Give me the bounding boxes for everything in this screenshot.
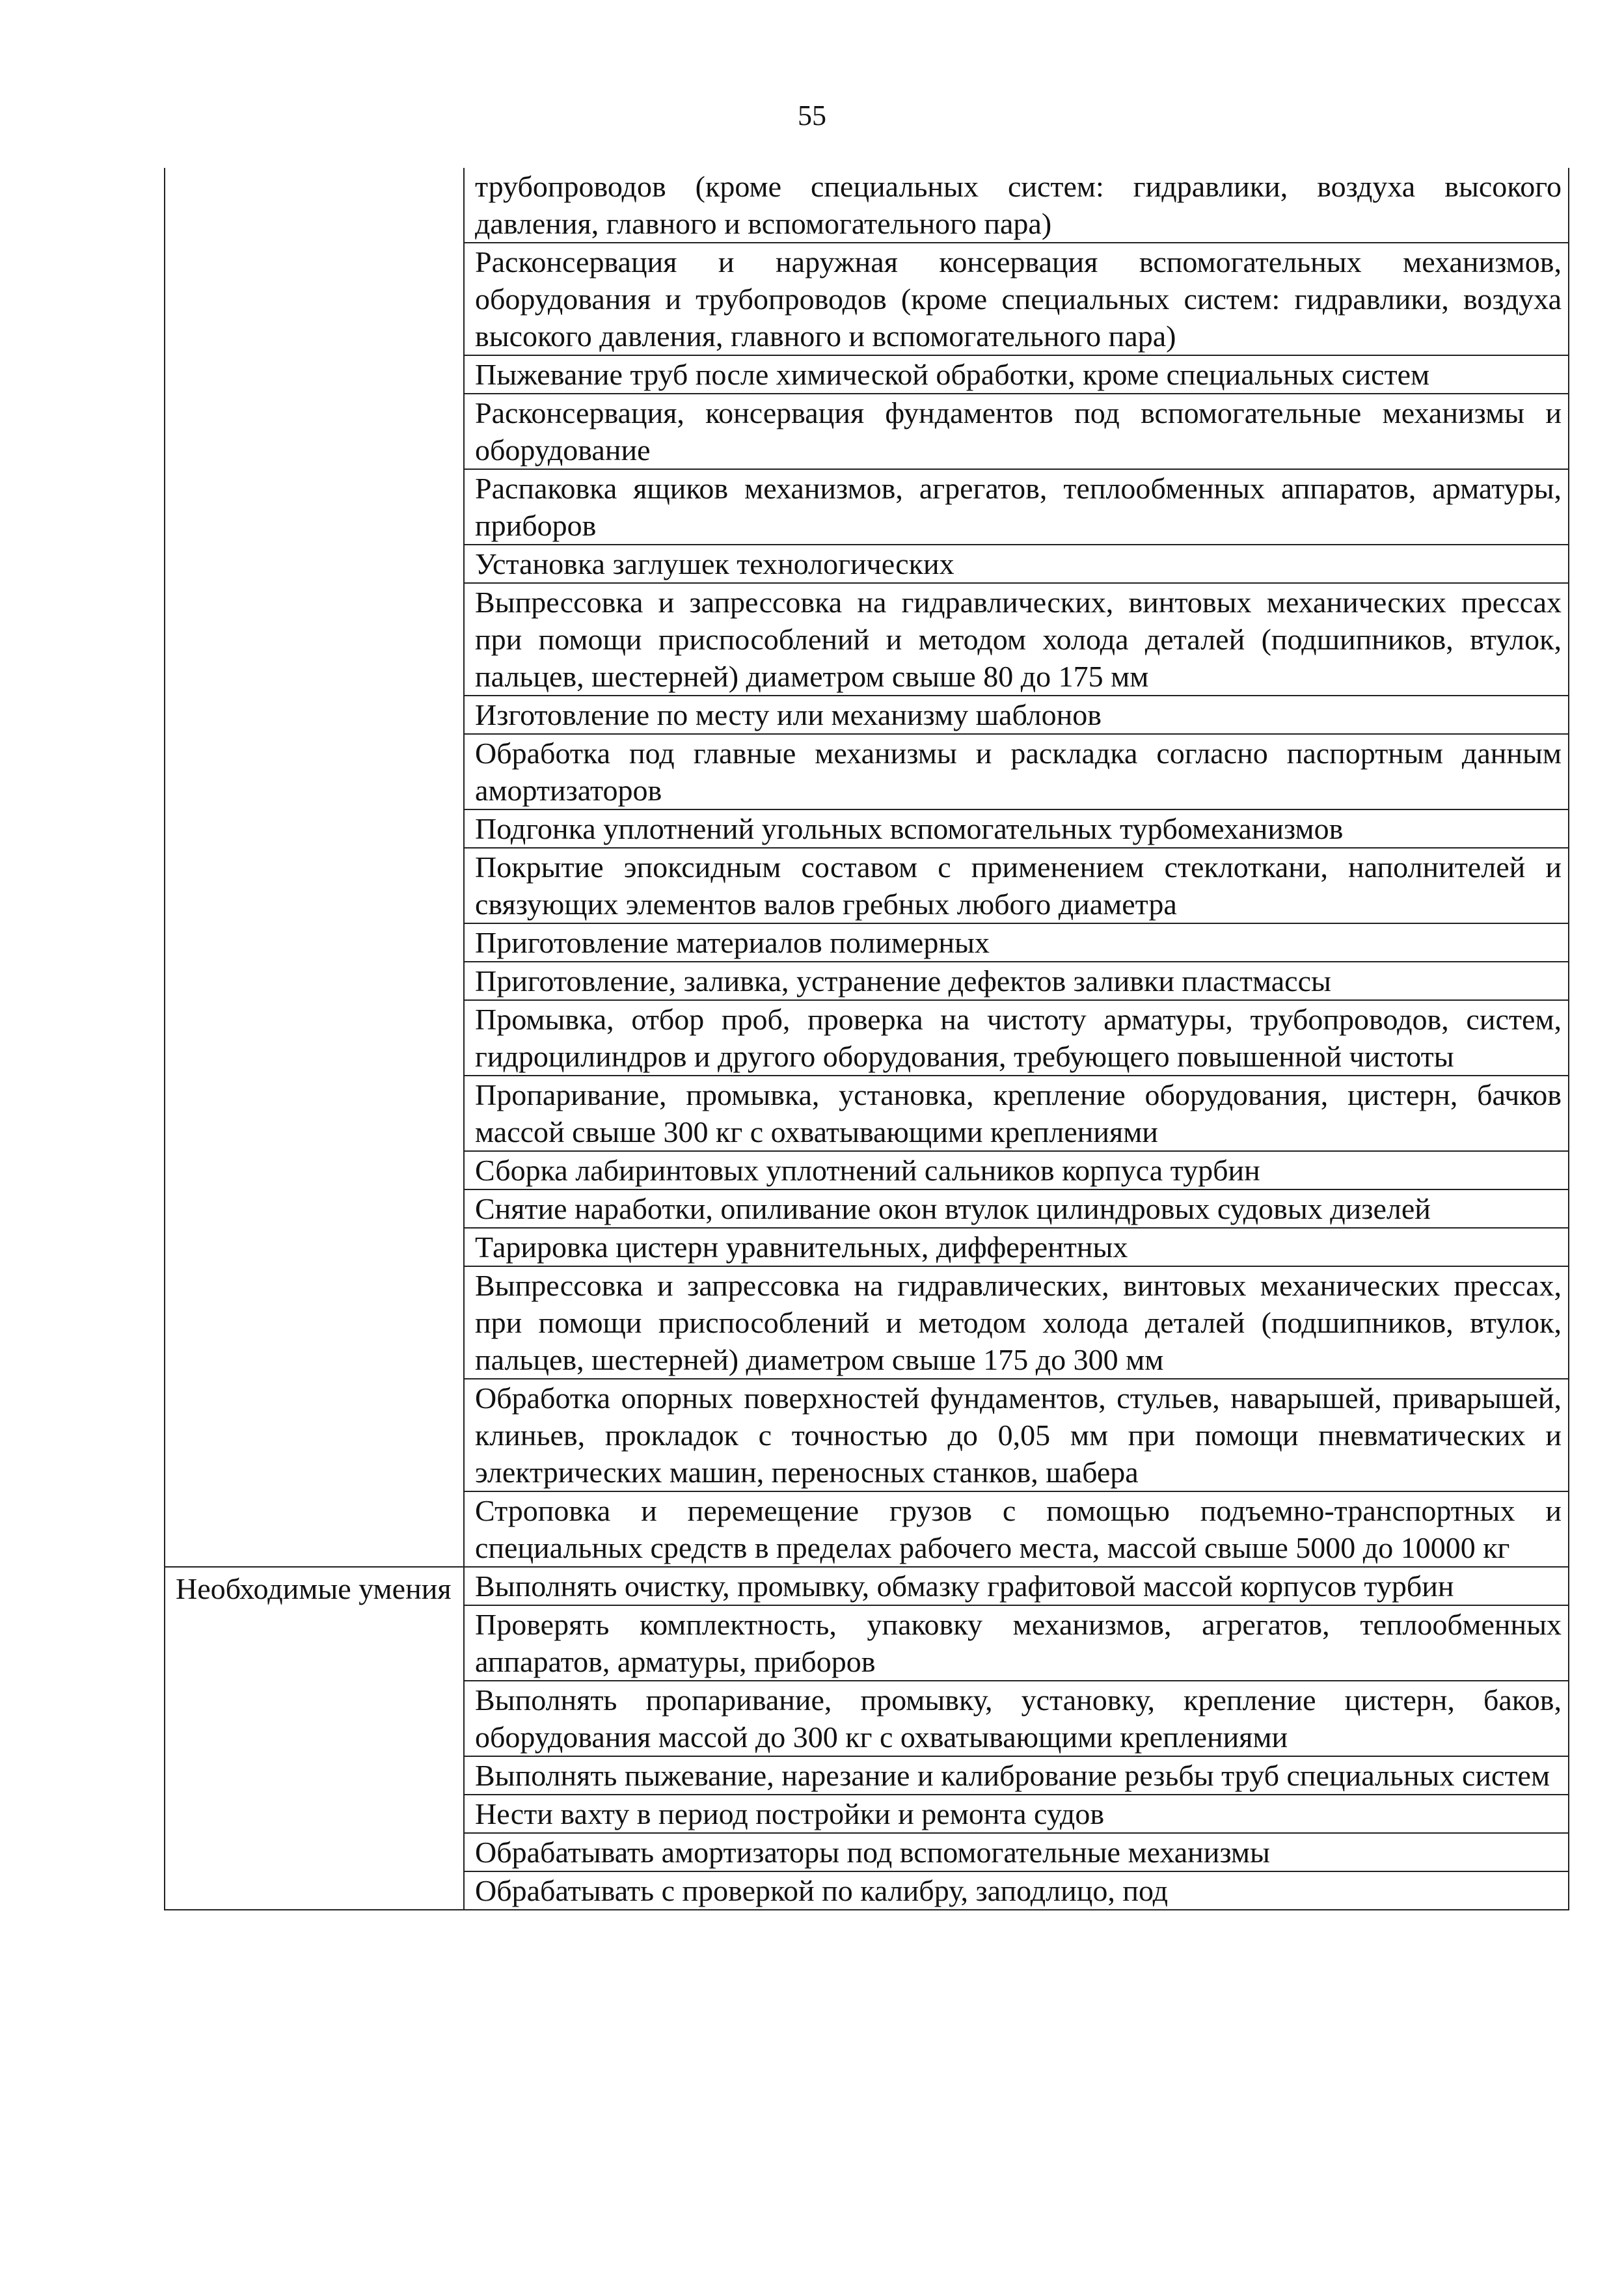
table-body xyxy=(165,168,1569,1910)
requirement-text: Обработка под главные механизмы и раскладка согласно паспортным данным амортизаторов xyxy=(464,734,1569,809)
requirement-text: Выполнять пропаривание, промывку, установку, крепление цистерн, баков, оборудования массой до 300 кг с охватывающими креплениями xyxy=(464,1681,1569,1756)
requirement-text: Нести вахту в период постройки и ремонта судов xyxy=(464,1795,1569,1833)
requirement-text: Распаковка ящиков механизмов, агрегатов, теплообменных аппаратов, арматуры, приборов xyxy=(464,469,1569,545)
section-label-cell xyxy=(165,168,464,1567)
requirement-text: Обрабатывать с проверкой по калибру, заподлицо, под xyxy=(464,1871,1569,1910)
requirement-text: Тарировка цистерн уравнительных, дифферентных xyxy=(464,1228,1569,1266)
section-label xyxy=(176,168,457,170)
requirement-text: Приготовление, заливка, устранение дефектов заливки пластмассы xyxy=(464,962,1569,1000)
requirement-text: Обработка опорных поверхностей фундаментов, стульев, наварышей, приварышей, клиньев, прокладок с точностью до 0,05 мм при помощи пневматических и электрических машин, переносных станков, шабера xyxy=(464,1379,1569,1491)
requirement-text: Выполнять очистку, промывку, обмазку графитовой массой корпусов турбин xyxy=(464,1567,1569,1605)
requirement-text: Расконсервация, консервация фундаментов под вспомогательные механизмы и оборудование xyxy=(464,394,1569,469)
requirement-text: Изготовление по месту или механизму шаблонов xyxy=(464,696,1569,734)
section-label-cell xyxy=(165,1567,464,1910)
requirement-text: Приготовление материалов полимерных xyxy=(464,923,1569,962)
page-number: 55 xyxy=(798,100,826,131)
requirement-text: Сборка лабиринтовых уплотнений сальников корпуса турбин xyxy=(464,1151,1569,1189)
requirement-text: Покрытие эпоксидным составом с применением стеклоткани, наполнителей и связующих элементов валов гребных любого диаметра xyxy=(464,848,1569,923)
requirement-text: Промывка, отбор проб, проверка на чистоту арматуры, трубопроводов, систем, гидроцилиндров и другого оборудования, требующего повышенной чистоты xyxy=(464,1000,1569,1076)
requirement-text: Снятие наработки, опиливание окон втулок цилиндровых судовых дизелей xyxy=(464,1189,1569,1228)
section-label: Необходимые умения xyxy=(176,1572,452,1605)
table-row xyxy=(165,1567,1569,1605)
requirement-text: Подгонка уплотнений угольных вспомогательных турбомеханизмов xyxy=(464,809,1569,848)
requirement-text: Выпрессовка и запрессовка на гидравлических, винтовых механических прессах, при помощи приспособлений и методом холода деталей (подшипников, втулок, пальцев, шестерней) диаметром свыше 175 до 300 мм xyxy=(464,1266,1569,1379)
requirement-text: Выпрессовка и запрессовка на гидравлических, винтовых механических прессах при помощи приспособлений и методом холода деталей (подшипников, втулок, пальцев, шестерней) диаметром свыше 80 до 175 мм xyxy=(464,583,1569,696)
requirement-text: Проверять комплектность, упаковку механизмов, агрегатов, теплообменных аппаратов, арматуры, приборов xyxy=(464,1605,1569,1681)
table-row xyxy=(165,168,1569,243)
requirement-text: Пропаривание, промывка, установка, крепление оборудования, цистерн, бачков массой свыше 300 кг с охватывающими креплениями xyxy=(464,1076,1569,1151)
requirement-text: трубопроводов (кроме специальных систем: гидравлики, воздуха высокого давления, главного и вспомогательного пара) xyxy=(464,168,1569,243)
requirement-text: Расконсервация и наружная консервация вспомогательных механизмов, оборудования и трубопроводов (кроме специальных систем: гидравлики, воздуха высокого давления, главного и вспомогательного пара) xyxy=(464,243,1569,355)
requirement-text: Обрабатывать амортизаторы под вспомогательные механизмы xyxy=(464,1833,1569,1871)
requirement-text: Строповка и перемещение грузов с помощью подъемно-транспортных и специальных средств в пределах рабочего места, массой свыше 5000 до 10000 кг xyxy=(464,1491,1569,1567)
requirement-text: Выполнять пыжевание, нарезание и калибрование резьбы труб специальных систем xyxy=(464,1756,1569,1795)
requirement-text: Установка заглушек технологических xyxy=(464,545,1569,583)
requirements-table xyxy=(164,168,1569,1910)
requirement-text: Пыжевание труб после химической обработки, кроме специальных систем xyxy=(464,355,1569,394)
